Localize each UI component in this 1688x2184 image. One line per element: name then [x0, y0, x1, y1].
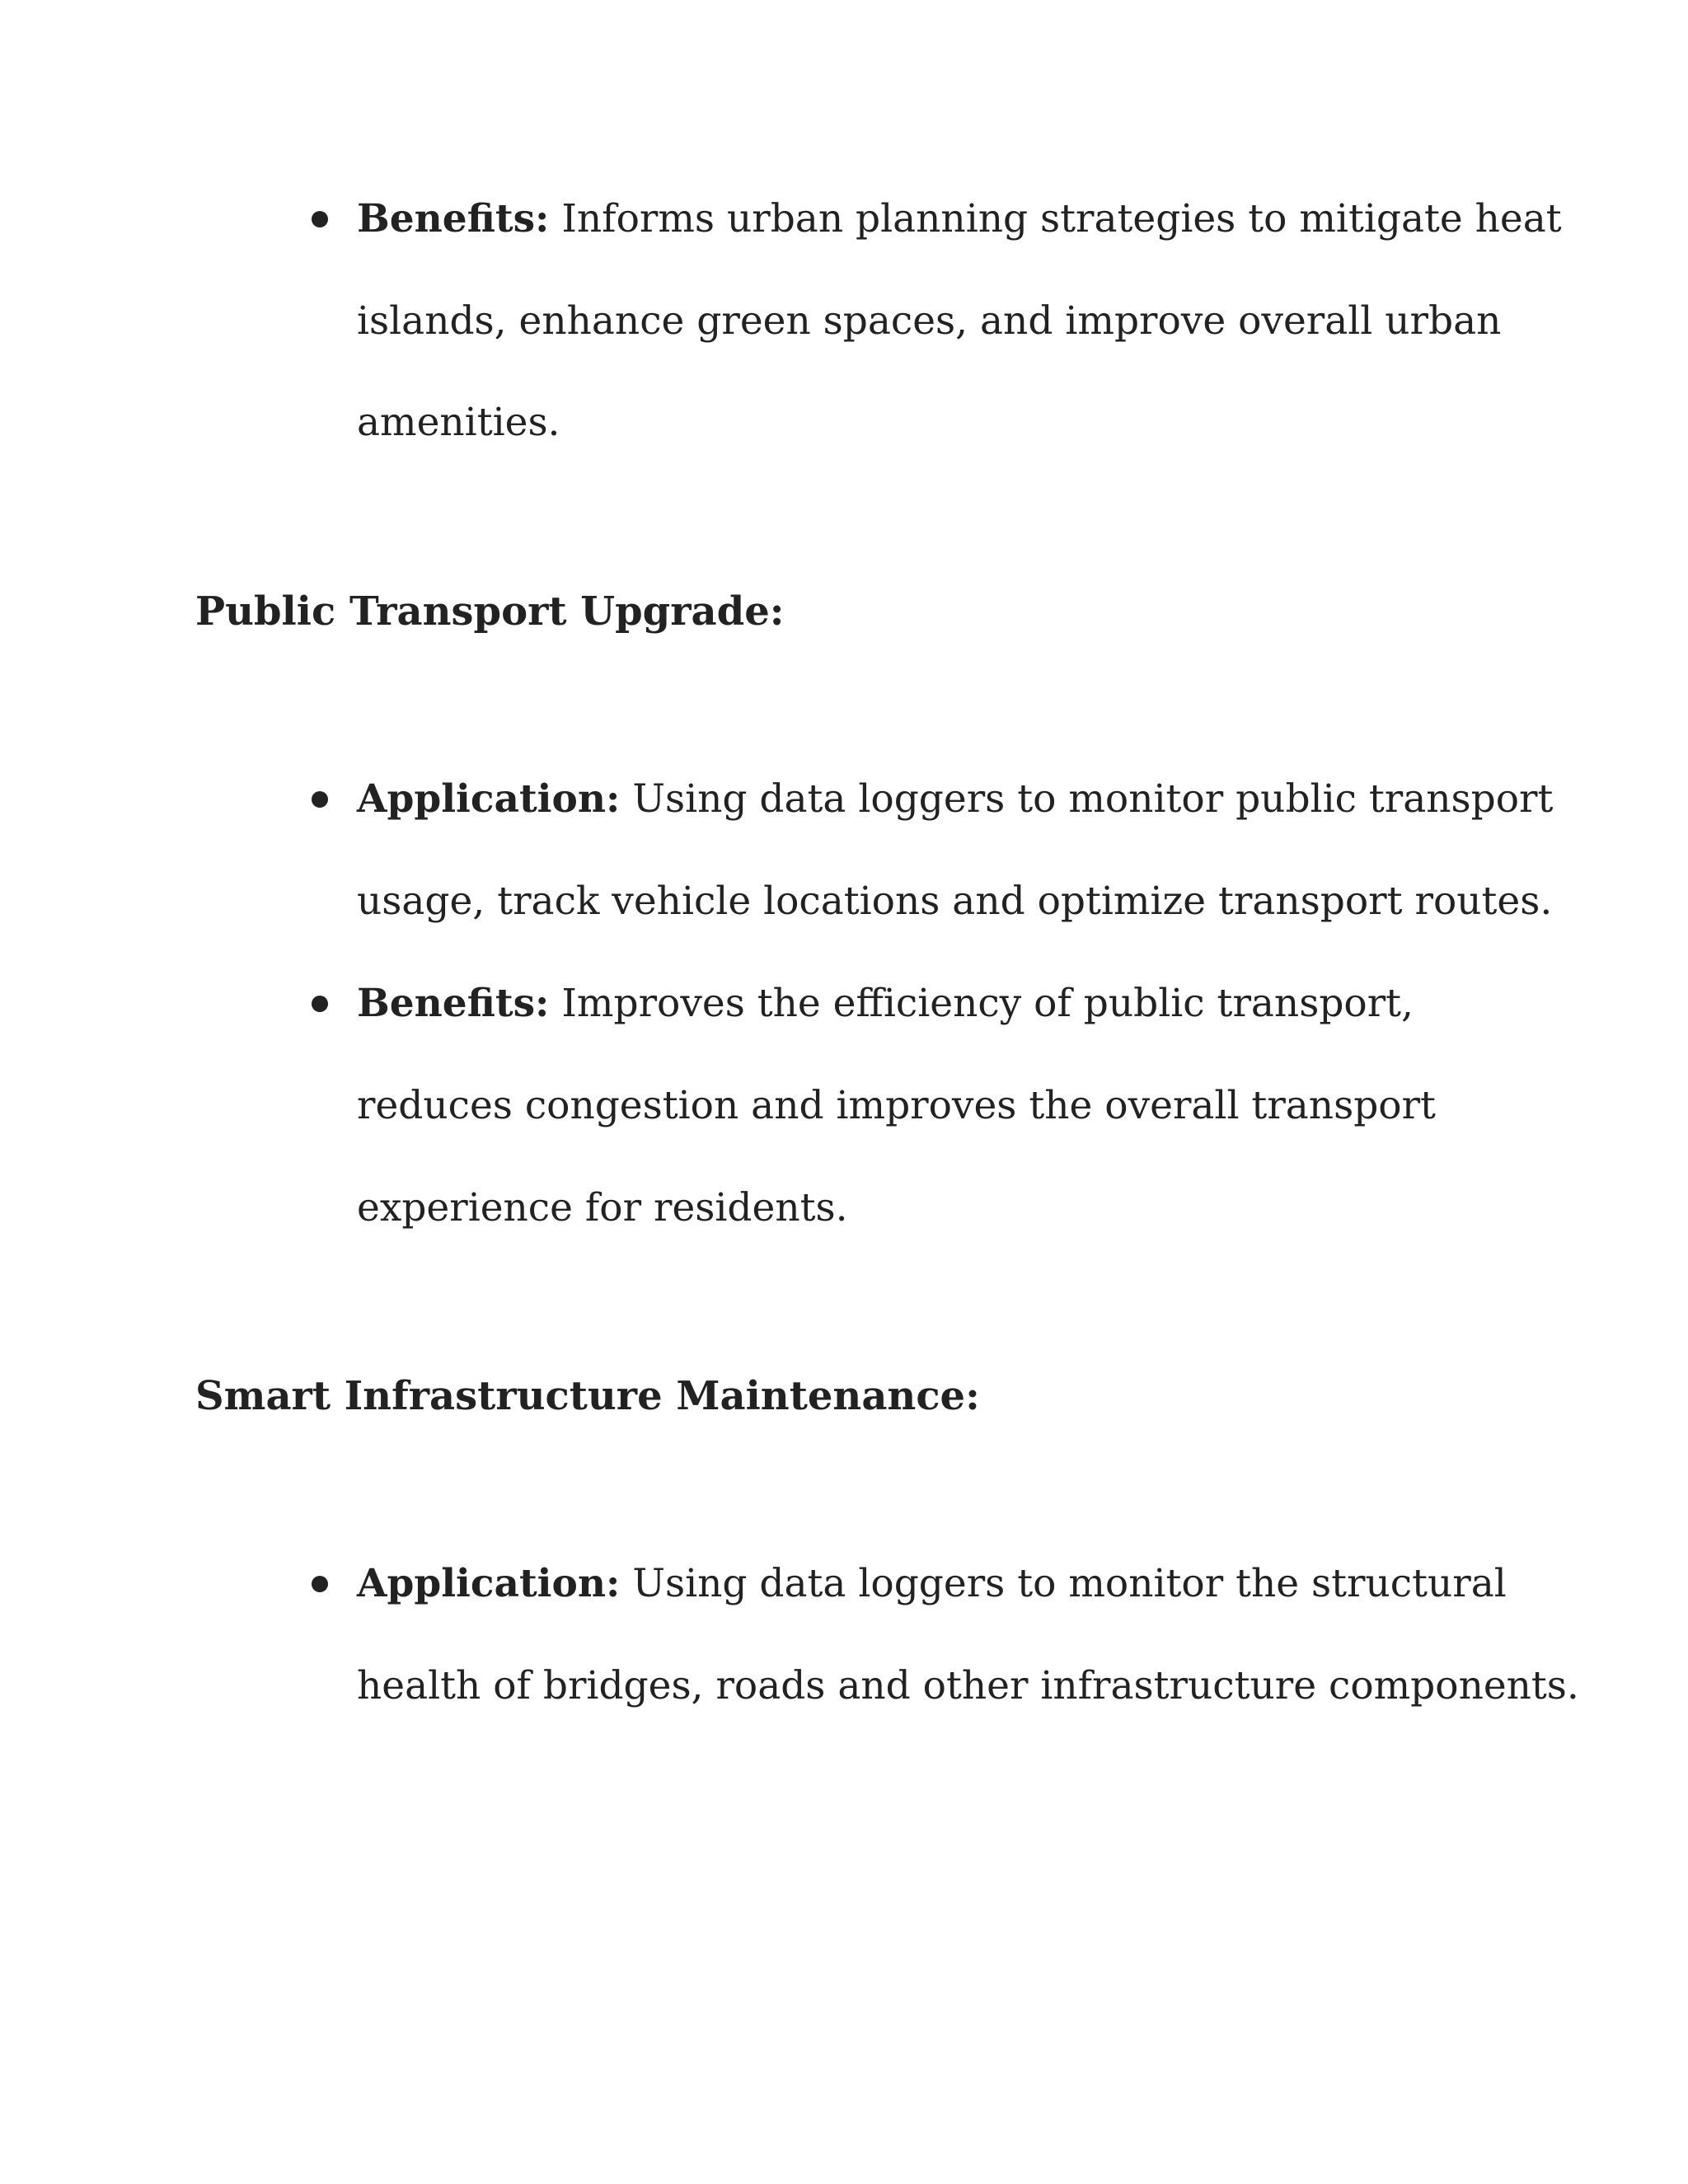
list-item-line	[357, 1559, 1507, 1609]
list-item-line: health of bridges, roads and other infrastructure components.	[357, 1663, 1579, 1708]
list-item-label: Application:	[357, 776, 621, 822]
list-item-text: Using data loggers to monitor public transport	[620, 776, 1554, 822]
list-item-line: experience for residents.	[357, 1185, 848, 1230]
list-item-text: Improves the efficiency of public transport,	[549, 981, 1414, 1026]
list-item-label: Benefits:	[357, 981, 550, 1026]
section-heading-smart-infrastructure: Smart Infrastructure Maintenance:	[195, 1373, 980, 1419]
list-item-text: Using data loggers to monitor the structural	[620, 1561, 1507, 1606]
list-item-text: Informs urban planning strategies to mitigate heat	[549, 196, 1562, 241]
list-item-line	[357, 979, 1414, 1029]
list-item-line: amenities.	[357, 400, 560, 445]
list-item-label: Application:	[357, 1561, 621, 1606]
list-item-line	[357, 194, 1562, 244]
list-item-label: Benefits:	[357, 196, 550, 241]
bullet-icon	[312, 996, 328, 1012]
list-item-line: islands, enhance green spaces, and improve overall urban	[357, 298, 1502, 344]
list-item-line	[357, 775, 1553, 824]
bullet-icon	[312, 211, 328, 227]
bullet-icon	[312, 1576, 328, 1592]
list-item-line: reduces congestion and improves the overall transport	[357, 1083, 1436, 1128]
bullet-icon	[312, 791, 328, 808]
section-heading-public-transport: Public Transport Upgrade:	[195, 588, 785, 635]
list-item-line: usage, track vehicle locations and optimize transport routes.	[357, 879, 1553, 924]
